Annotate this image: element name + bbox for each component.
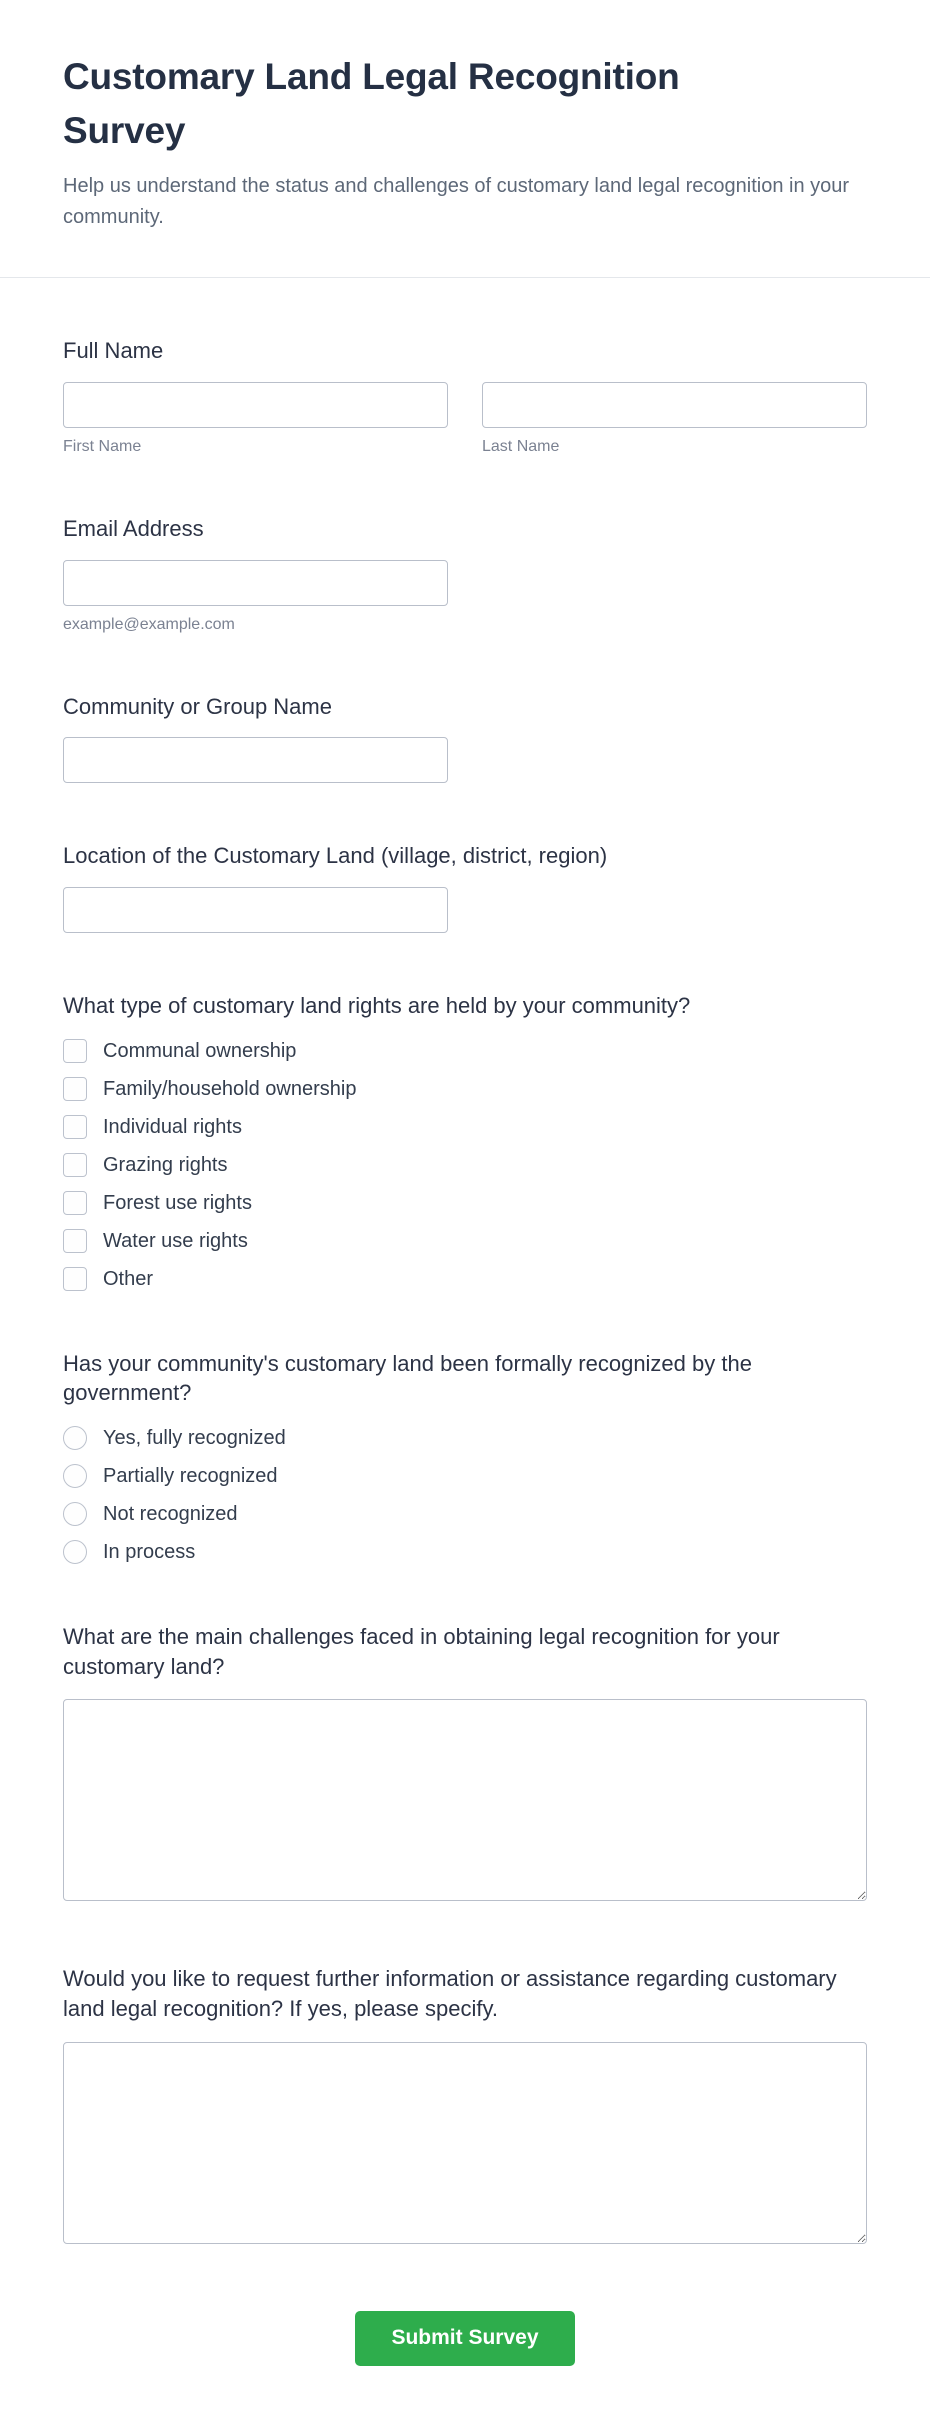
first-name-input[interactable] [63, 382, 448, 428]
checkbox-grazing-rights[interactable] [63, 1153, 87, 1177]
option-other[interactable] [63, 1267, 867, 1291]
radio-yes-fully-recognized[interactable] [63, 1426, 87, 1450]
first-name-col [63, 382, 448, 456]
form-title: Customary Land Legal Recognition Survey [63, 56, 680, 151]
submit-row [63, 2307, 867, 2432]
community-name-input[interactable] [63, 737, 448, 783]
option-not-recognized[interactable] [63, 1502, 867, 1526]
field-location [63, 841, 867, 933]
submit-button[interactable]: Submit Survey [355, 2311, 574, 2366]
option-label[interactable]: Partially recognized [103, 1465, 278, 1488]
option-label[interactable]: Yes, fully recognized [103, 1427, 286, 1450]
option-grazing-rights[interactable] [63, 1153, 867, 1177]
form-body [0, 278, 930, 2432]
further-info-label: Would you like to request further information or assistance regarding customary land legal recognition? If yes, please specify. [63, 1966, 837, 2022]
field-land-rights [63, 991, 867, 1291]
option-label[interactable]: Communal ownership [103, 1039, 297, 1062]
email-label: Email Address [63, 515, 204, 541]
email-sublabel: example@example.com [63, 615, 235, 633]
field-community-name [63, 692, 867, 784]
option-label[interactable]: Water use rights [103, 1229, 248, 1252]
radio-not-recognized[interactable] [63, 1502, 87, 1526]
option-label[interactable]: Family/household ownership [103, 1077, 357, 1100]
form-header [0, 0, 930, 277]
recognition-options [63, 1426, 867, 1564]
option-label[interactable]: In process [103, 1541, 196, 1564]
checkbox-water-use-rights[interactable] [63, 1229, 87, 1253]
option-label[interactable]: Forest use rights [103, 1191, 252, 1214]
option-individual-rights[interactable] [63, 1115, 867, 1139]
option-partially-recognized[interactable] [63, 1464, 867, 1488]
radio-partially-recognized[interactable] [63, 1464, 87, 1488]
community-name-label: Community or Group Name [63, 693, 332, 719]
option-label[interactable]: Individual rights [103, 1115, 242, 1138]
radio-in-process[interactable] [63, 1540, 87, 1564]
option-label[interactable]: Not recognized [103, 1503, 238, 1526]
checkbox-individual-rights[interactable] [63, 1115, 87, 1139]
field-full-name [63, 336, 867, 456]
checkbox-forest-use-rights[interactable] [63, 1191, 87, 1215]
challenges-textarea[interactable] [63, 1699, 867, 1901]
option-forest-use-rights[interactable] [63, 1191, 867, 1215]
option-yes-fully-recognized[interactable] [63, 1426, 867, 1450]
land-rights-label: What type of customary land rights are held by your community? [63, 993, 691, 1019]
land-rights-options [63, 1039, 867, 1291]
location-label: Location of the Customary Land (village, district, region) [63, 843, 608, 869]
first-name-sublabel: First Name [63, 437, 142, 455]
challenges-label: What are the main challenges faced in obtaining legal recognition for your customary land? [63, 1624, 780, 1679]
name-row [63, 382, 867, 456]
last-name-input[interactable] [482, 382, 867, 428]
location-input[interactable] [63, 887, 448, 933]
last-name-col [482, 382, 867, 456]
form-subtitle: Help us understand the status and challenges of customary land legal recognition in your community. [63, 175, 850, 229]
option-communal-ownership[interactable] [63, 1039, 867, 1063]
option-in-process[interactable] [63, 1540, 867, 1564]
checkbox-communal-ownership[interactable] [63, 1039, 87, 1063]
last-name-sublabel: Last Name [482, 437, 560, 455]
recognition-status-label: Has your community's customary land been formally recognized by the government? [63, 1350, 752, 1406]
checkbox-other[interactable] [63, 1267, 87, 1291]
email-input[interactable] [63, 560, 448, 606]
field-recognition-status [63, 1349, 867, 1564]
option-label[interactable]: Grazing rights [103, 1153, 228, 1176]
option-family-household-ownership[interactable] [63, 1077, 867, 1101]
option-label[interactable]: Other [103, 1267, 154, 1290]
option-water-use-rights[interactable] [63, 1229, 867, 1253]
field-email [63, 514, 867, 634]
field-challenges [63, 1622, 867, 1906]
full-name-label: Full Name [63, 338, 164, 364]
further-info-textarea[interactable] [63, 2042, 867, 2244]
field-further-info [63, 1964, 867, 2248]
checkbox-family-household-ownership[interactable] [63, 1077, 87, 1101]
